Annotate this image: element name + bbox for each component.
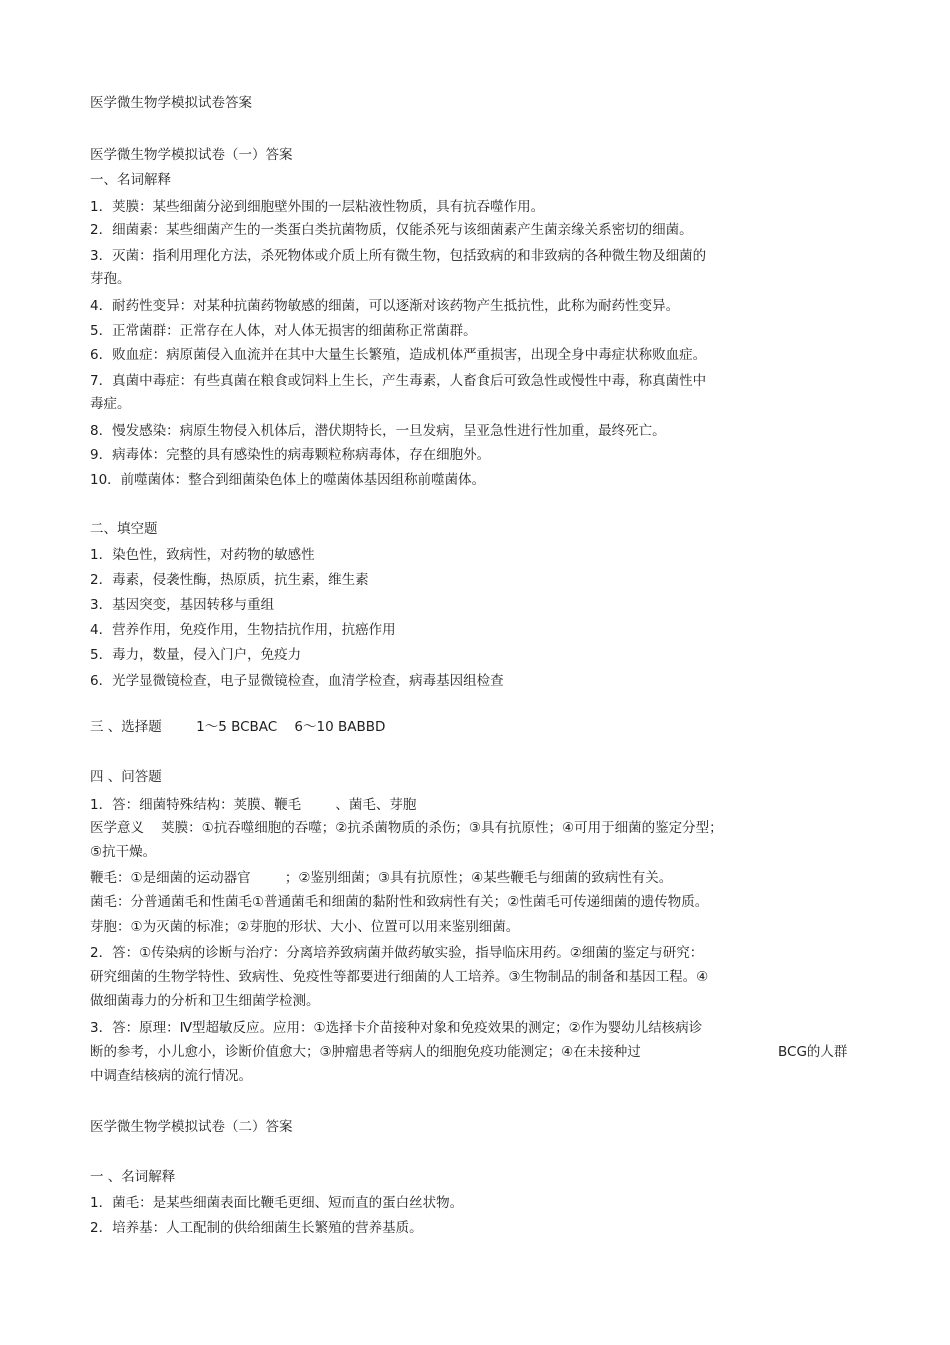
paper1-sec2-item: 4．营养作用，免疫作用，生物拮抗作用，抗癌作用	[90, 622, 396, 638]
paper1-sec1-item: 4．耐药性变异：对某种抗菌药物敏感的细菌，可以逐渐对该药物产生抵抗性，此称为耐药性变异。	[90, 298, 680, 314]
paper1-sec1-item: 1．荚膜：某些细菌分泌到细胞壁外围的一层粘液性物质，具有抗吞噬作用。	[90, 199, 545, 215]
paper1-sec2-item: 6．光学显微镜检查，电子显微镜检查，血清学检查，病毒基因组检查	[90, 673, 504, 689]
paper1-sec1-item: 毒症。	[90, 396, 131, 412]
paper1-sec2-heading: 二、填空题	[90, 521, 158, 537]
paper1-sec1-item: 5．正常菌群：正常存在人体，对人体无损害的细菌称正常菌群。	[90, 323, 477, 339]
paper1-sec1-item: 7．真菌中毒症：有些真菌在粮食或饲料上生长，产生毒素，人畜食后可致急性或慢性中毒，称真菌性中	[90, 373, 707, 389]
paper1-sec2-item: 1．染色性，致病性，对药物的敏感性	[90, 547, 315, 563]
paper1-sec1-heading: 一、名词解释	[90, 172, 171, 188]
paper1-sec4-line: 3．答：原理：Ⅳ型超敏反应。应用：①选择卡介苗接种对象和免疫效果的测定；②作为婴幼儿结核病诊	[90, 1020, 703, 1036]
paper1-sec1-item: 8．慢发感染：病原生物侵入机体后，潜伏期特长，一旦发病，呈亚急性进行性加重，最终死亡。	[90, 423, 666, 439]
paper1-sec4-heading: 四 、问答题	[90, 769, 162, 785]
paper2-sec1-item: 1．菌毛：是某些细菌表面比鞭毛更细、短而直的蛋白丝状物。	[90, 1195, 464, 1211]
paper2-sec1-heading: 一 、名词解释	[90, 1169, 176, 1185]
paper1-sec1-item: 3．灭菌：指利用理化方法，杀死物体或介质上所有微生物，包括致病的和非致病的各种微生物及细菌的	[90, 248, 707, 264]
paper1-sec4-line: 做细菌毒力的分析和卫生细菌学检测。	[90, 993, 320, 1009]
paper1-sec1-item: 9．病毒体：完整的具有感染性的病毒颗粒称病毒体，存在细胞外。	[90, 447, 491, 463]
paper1-sec1-item: 6．败血症：病原菌侵入血流并在其中大量生长繁殖，造成机体严重损害，出现全身中毒症状称败血症。	[90, 347, 707, 363]
paper2-title: 医学微生物学模拟试卷（二）答案	[90, 1119, 293, 1135]
paper1-sec4-line: 菌毛：分普通菌毛和性菌毛①普通菌毛和细菌的黏附性和致病性有关；②性菌毛可传递细菌的遗传物质。	[90, 894, 709, 910]
paper1-sec4-line: 中调查结核病的流行情况。	[90, 1068, 252, 1084]
paper1-sec1-item: 芽孢。	[90, 271, 131, 287]
paper1-sec4-line: 研究细菌的生物学特性、致病性、免疫性等都要进行细菌的人工培养。③生物制品的制备和基因工程。④	[90, 969, 709, 985]
paper1-sec2-item: 3．基因突变，基因转移与重组	[90, 597, 275, 613]
paper1-sec2-item: 5．毒力，数量，侵入门户，免疫力	[90, 647, 302, 663]
paper1-sec4-line: 1．答：细菌特殊结构：荚膜、鞭毛 、菌毛、芽胞	[90, 797, 417, 813]
paper1-sec2-item: 2．毒素，侵袭性酶，热原质，抗生素，维生素	[90, 572, 369, 588]
document-title: 医学微生物学模拟试卷答案	[90, 95, 252, 111]
paper1-sec4-line: ⑤抗干燥。	[90, 844, 157, 860]
paper1-title: 医学微生物学模拟试卷（一）答案	[90, 147, 293, 163]
paper1-sec1-item: 10．前噬菌体：整合到细菌染色体上的噬菌体基因组称前噬菌体。	[90, 472, 486, 488]
paper1-sec1-item: 2．细菌素：某些细菌产生的一类蛋白类抗菌物质，仅能杀死与该细菌素产生菌亲缘关系密切的细菌。	[90, 222, 693, 238]
paper1-sec4-line: 2．答：①传染病的诊断与治疗：分离培养致病菌并做药敏实验，指导临床用药。②细菌的鉴定与研究：	[90, 945, 704, 961]
paper1-sec3-answers: 三 、选择题 1～5 BCBAC 6～10 BABBD	[90, 719, 386, 735]
paper1-sec4-bcg-fragment: BCG的人群	[778, 1044, 848, 1060]
paper1-sec4-line: 医学意义 荚膜：①抗吞噬细胞的吞噬；②抗杀菌物质的杀伤；③具有抗原性；④可用于细菌的鉴定分型；	[90, 820, 723, 836]
paper1-sec4-line: 断的参考，小儿愈小，诊断价值愈大；③肿瘤患者等病人的细胞免疫功能测定；④在未接种过	[90, 1044, 641, 1060]
paper2-sec1-item: 2．培养基：人工配制的供给细菌生长繁殖的营养基质。	[90, 1220, 423, 1236]
paper1-sec4-line: 鞭毛：①是细菌的运动器官 ；②鉴别细菌；③具有抗原性；④某些鞭毛与细菌的致病性有关。	[90, 870, 673, 886]
paper1-sec4-line: 芽胞：①为灭菌的标准；②芽胞的形状、大小、位置可以用来鉴别细菌。	[90, 919, 520, 935]
